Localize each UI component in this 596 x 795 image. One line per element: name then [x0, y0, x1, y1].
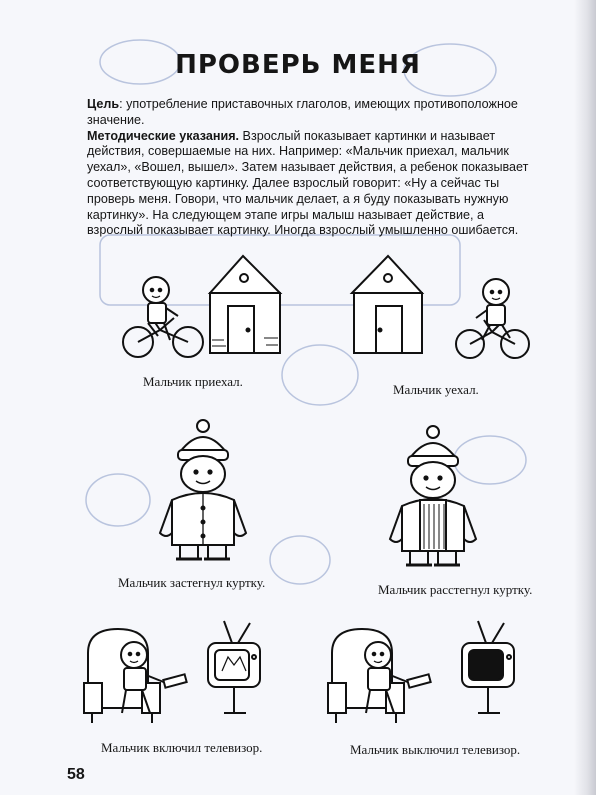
- page-number: 58: [67, 766, 85, 783]
- instructions: [87, 97, 542, 239]
- caption-boy-arrived: Мальчик приехал.: [143, 374, 243, 389]
- boy-zipped-jacket-illustration: [158, 418, 268, 568]
- guidelines-text: Взрослый показывает картинки и называет действия, совершаемые на них. Например: «Мальчик приехал, мальчик уехал», «Вошел, вышел». Затем называет действия, а ребенок показывает соответствующую картинку. Далее взрослый говорит: «Ну а сейчас ты проверь меня. Говори, что мальчик делает, а я буду показывать нужную картинку». На следующем этапе игры малыш называет действие, а взрослый показывает картинку. Иногда взрослый умышленно ошибается.: [87, 128, 529, 238]
- boy-unzipped-jacket-illustration: [388, 424, 498, 574]
- guidelines-paragraph: [87, 129, 542, 240]
- boy-tv-off-illustration: [326, 613, 536, 733]
- caption-boy-unzipped: Мальчик расстегнул куртку.: [378, 582, 533, 597]
- goal-paragraph: [87, 97, 542, 129]
- goal-text: : употребление приставочных глаголов, имеющих противоположное значение.: [87, 97, 518, 127]
- page-title: ПРОВЕРЬ МЕНЯ: [175, 50, 421, 80]
- boy-tv-on-illustration: [82, 613, 282, 733]
- boy-left-illustration: [350, 248, 530, 358]
- boy-arrived-illustration: [118, 248, 298, 358]
- caption-tv-off: Мальчик выключил телевизор.: [350, 742, 521, 757]
- goal-label: Цель: [87, 97, 120, 111]
- caption-boy-left: Мальчик уехал.: [393, 382, 479, 397]
- caption-boy-zipped: Мальчик застегнул куртку.: [118, 575, 266, 590]
- caption-tv-on: Мальчик включил телевизор.: [101, 740, 263, 755]
- guidelines-label: Методические указания.: [87, 128, 240, 143]
